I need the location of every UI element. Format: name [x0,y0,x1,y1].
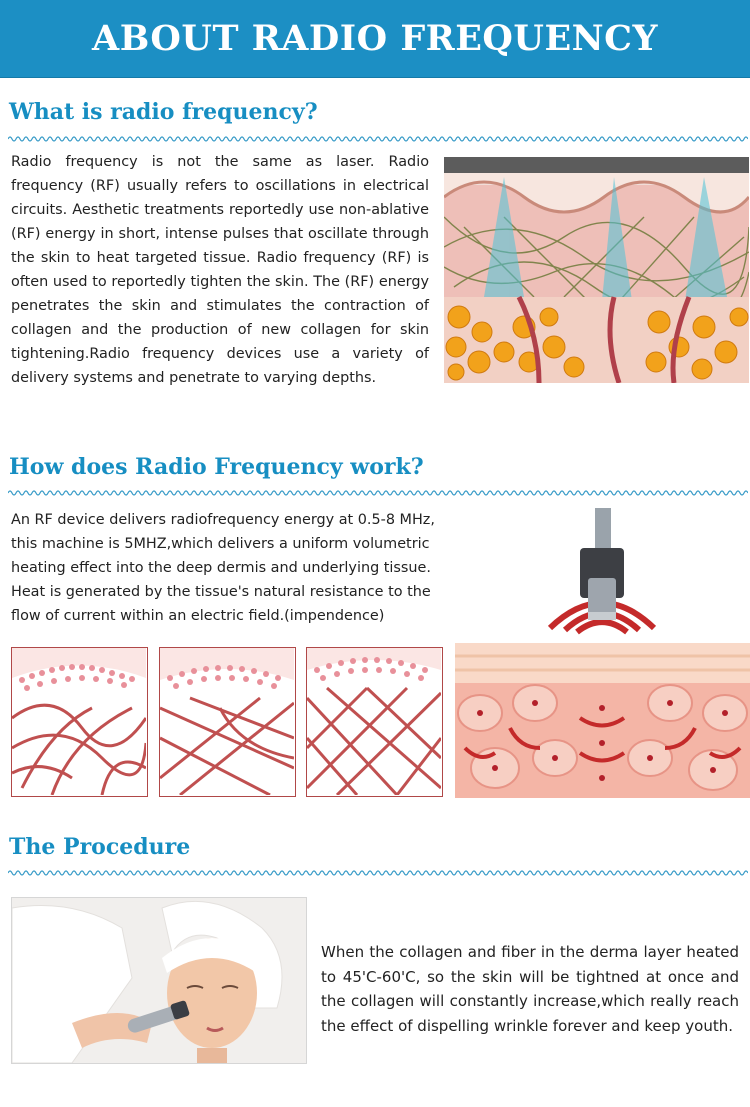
section3-body: When the collagen and fiber in the derma layer heated to 45'C-60'C, so the skin will be tightned at once and the collagen will constantly increase,which really reach the effect of dispelling wrinkle forever and keep youth. [321,943,739,1035]
wavy-divider [8,489,748,497]
rf-heating-diagram [455,508,750,798]
section2-body: An RF device delivers radiofrequency energy at 0.5-8 MHz, this machine is 5MHZ,which delivers a uniform volumetric heating effect into the deep dermis and underlying tissue. Heat is generated by the tissue's natural resistance to the flow of current within an electric field.(impendence) [11,512,435,624]
collagen-panel-after [306,647,443,797]
skin-layers-illustration [444,157,749,383]
page-banner [0,0,750,78]
section-title-procedure: The Procedure [9,834,191,860]
procedure-photo [11,897,307,1064]
wavy-divider [8,135,748,143]
banner-title: ABOUT RADIO FREQUENCY [92,18,658,59]
section1-body: Radio frequency is not the same as laser. Radio frequency (RF) usually refers to oscillations in electrical circuits. Aesthetic treatments reportedly use non-ablative (RF) energy in short, intense pulses that oscillate through the skin to heat targeted tissue. Radio frequency (RF) is often used to reportedly tighten the skin. The (RF) energy penetrates the skin and stimulates the contraction of collagen and the production of new collagen for skin tightening.Radio frequency devices use a variety of delivery systems and penetrate to varying depths. [11,154,429,386]
collagen-panel-during [159,647,296,797]
wavy-divider [8,869,748,877]
section-title-how-rf-works: How does Radio Frequency work? [9,454,424,480]
collagen-panel-before [11,647,148,797]
section-title-what-is-rf: What is radio frequency? [9,99,318,125]
